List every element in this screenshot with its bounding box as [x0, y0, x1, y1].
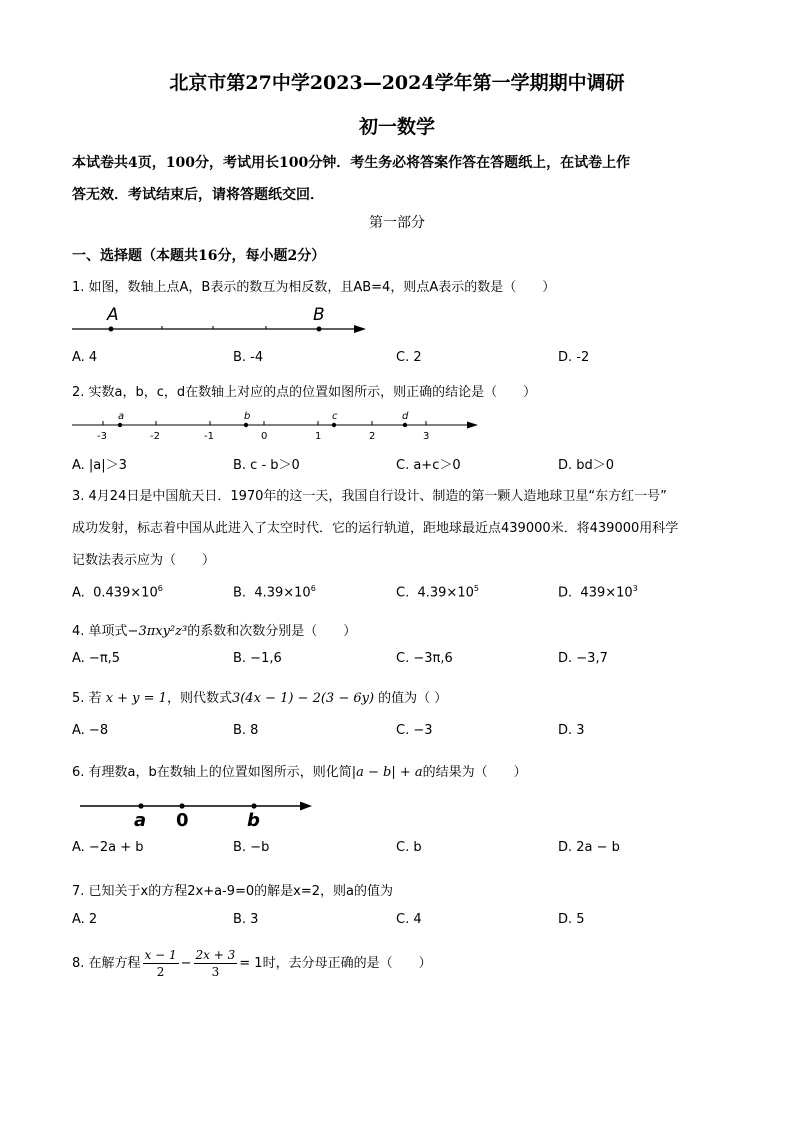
question-6-option-a: A. −2a + b: [72, 840, 144, 855]
question-5-stem: 5. 若 x + y = 1，则代数式3(4x − 1) − 2(3 − 6y) 的值为（ ）: [72, 691, 448, 706]
point-b-label: b: [244, 411, 251, 422]
tick-label: 2: [369, 431, 376, 442]
question-4-option-b: B. −1,6: [233, 651, 282, 666]
point-a-marker: [138, 803, 143, 808]
point-a-label: A: [107, 305, 119, 325]
question-6-option-b: B. −b: [233, 840, 270, 855]
question-7-option-a: A. 2: [72, 912, 98, 927]
question-7-option-c: C. 4: [396, 912, 422, 927]
question-4-option-d: D. −3,7: [558, 651, 608, 666]
question-4-option-a: A. −π,5: [72, 651, 121, 666]
point-b-marker: [251, 803, 256, 808]
section-heading: 一、选择题（本题共16分，每小题2分）: [72, 248, 326, 264]
question-3-line1: 3. 4月24日是中国航天日．1970年的这一天，我国自行设计、制造的第一颗人造地球卫星“东方红一号”: [72, 489, 667, 504]
exam-notice-line1: 本试卷共4页，100分，考试用长100分钟．考生务必将答案作答在答题纸上，在试卷上作: [72, 155, 631, 171]
tick-label: 1: [315, 431, 322, 442]
question-1-stem: 1. 如图，数轴上点A，B表示的数互为相反数，且AB=4，则点A表示的数是（ ）: [72, 280, 556, 295]
question-1-option-b: B. -4: [233, 350, 264, 365]
tick-label: 0: [261, 431, 268, 442]
question-3-line3: 记数法表示应为（ ）: [72, 553, 216, 568]
question-2-stem: 2. 实数a，b，c，d在数轴上对应的点的位置如图所示，则正确的结论是（ ）: [72, 385, 537, 400]
question-2-option-c: C. a+c＞0: [396, 458, 461, 473]
question-2-option-a: A. |a|＞3: [72, 458, 127, 473]
point-b-label: B: [313, 305, 325, 325]
question-7-option-d: D. 5: [558, 912, 585, 927]
point-a-label: a: [134, 810, 147, 830]
question-2-option-d: D. bd＞0: [558, 458, 615, 473]
page-title: 北京市第27中学2023—2024学年第一学期期中调研: [169, 72, 625, 94]
question-5-option-d: D. 3: [558, 723, 585, 738]
question-4-option-c: C. −3π,6: [396, 651, 453, 666]
question-5-option-b: B. 8: [233, 723, 259, 738]
question-4-stem: 4. 单项式−3πxy²z³的系数和次数分别是（ ）: [72, 624, 357, 639]
question-3-option-b: B. $4.39\times 10^6$: [233, 584, 316, 601]
question-1-option-d: D. -2: [558, 350, 590, 365]
part-label: 第一部分: [369, 215, 425, 231]
question-8-stem: 8. 在解方程 $\frac{x - 1}{2}$ − $\frac{2x + 3}{3}$ = 1时，去分母正确的是（ ）: [72, 948, 432, 979]
question-6-number-line: [78, 796, 318, 830]
question-6-option-d: D. 2a − b: [558, 840, 620, 855]
question-6-option-c: C. b: [396, 840, 422, 855]
question-5-option-a: A. −8: [72, 723, 109, 738]
question-1-option-c: C. 2: [396, 350, 422, 365]
tick-label: -1: [204, 431, 214, 442]
tick-label: -3: [97, 431, 107, 442]
point-b-marker: [317, 327, 322, 332]
question-1-number-line: [70, 302, 370, 338]
point-b-label: b: [247, 810, 260, 830]
question-7-option-b: B. 3: [233, 912, 259, 927]
question-1-option-a: A. 4: [72, 350, 98, 365]
question-3-option-c: C. $4.39\times 10^5$: [396, 584, 479, 601]
question-2-option-b: B. c - b＞0: [233, 458, 300, 473]
tick-label: 3: [423, 431, 430, 442]
question-3-line2: 成功发射，标志着中国从此进入了太空时代．它的运行轨道，距地球最近点439000米．将439000用科学: [72, 521, 679, 536]
question-5-option-c: C. −3: [396, 723, 433, 738]
question-3-option-a: A. $0.439\times 10^6$: [72, 584, 163, 601]
fraction-2: $\frac{2x + 3}{3}$: [195, 948, 236, 979]
point-c-label: c: [332, 411, 338, 422]
question-7-stem: 7. 已知关于x的方程2x+a-9=0的解是x=2，则a的值为: [72, 884, 394, 899]
origin-label: 0: [176, 810, 189, 830]
page-subtitle: 初一数学: [358, 116, 435, 138]
question-3-option-d: D. $439\times 10^3$: [558, 584, 638, 601]
exam-notice-line2: 答无效．考试结束后，请将答题纸交回．: [72, 187, 324, 203]
question-6-stem: 6. 有理数a，b在数轴上的位置如图所示，则化简|a − b| + a的结果为（ ）: [72, 765, 527, 780]
question-2-number-line: [70, 406, 482, 444]
origin-marker: [179, 803, 184, 808]
point-b-marker: [244, 423, 248, 427]
point-a-label: a: [118, 411, 125, 422]
algebraic-expression: 3(4x − 1) − 2(3 − 6y): [231, 691, 375, 706]
point-d-marker: [403, 423, 407, 427]
absolute-value-expression: |a − b| + a: [351, 765, 423, 780]
point-c-marker: [332, 423, 336, 427]
point-d-label: d: [402, 411, 409, 422]
fraction-1: $\frac{x - 1}{2}$: [144, 948, 177, 979]
monomial-expression: −3πxy²z³: [127, 624, 188, 639]
point-a-marker: [109, 327, 114, 332]
condition-expression: x + y = 1: [105, 691, 167, 706]
tick-label: -2: [150, 431, 160, 442]
point-a-marker: [118, 423, 122, 427]
